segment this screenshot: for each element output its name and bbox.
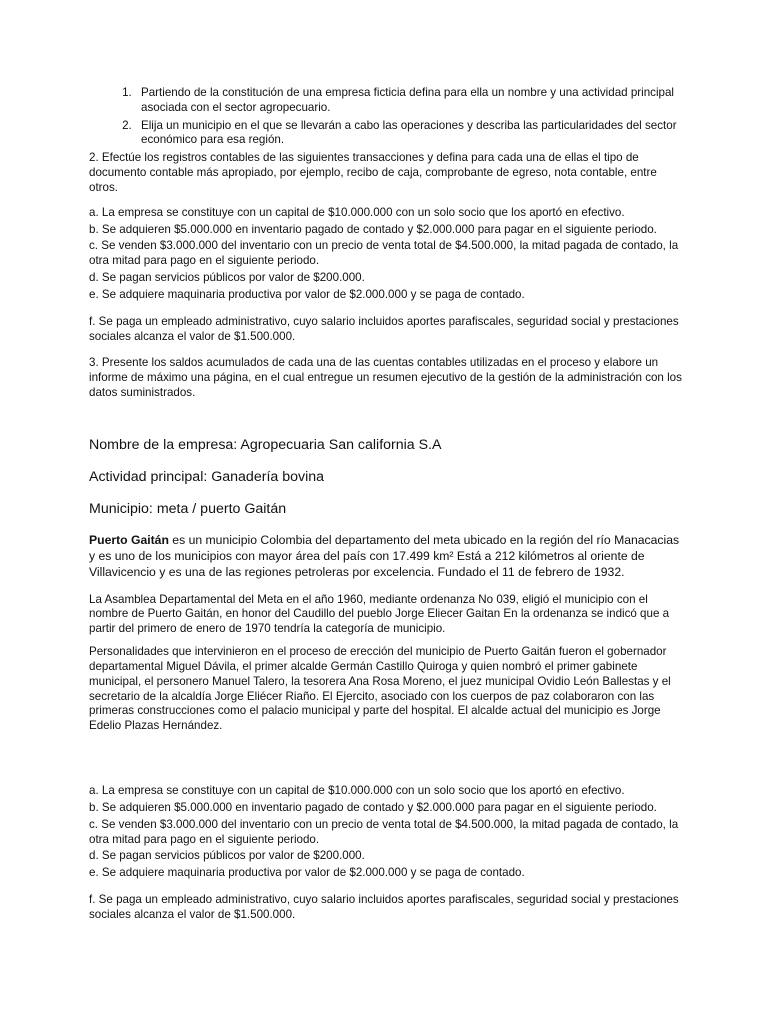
transactions-block-2 <box>89 784 684 923</box>
link-departamento-meta[interactable]: departamento del meta <box>334 533 461 547</box>
transaction-e: e. Se adquiere maquinaria productiva por valor de $2.000.000 y se paga de contado. <box>89 287 525 301</box>
gaitan-name: Puerto Gaitán <box>89 533 169 547</box>
transaction-b: b. Se adquieren $5.000.000 en inventario pagado de contado y $2.000.000 para pagar en el siguiente periodo. <box>89 222 657 236</box>
company-municipality: Municipio: meta / puerto Gaitán <box>89 500 287 517</box>
link-1932[interactable]: 1932 <box>593 565 622 580</box>
instruction-2: 2. Efectúe los registros contables de las siguientes transacciones y defina para cada una de ellas el tipo de documento contable más apropiado, por ejemplo, recibo de caja, comprobante de egreso, nota contable, entre otros. <box>89 151 657 194</box>
transactions-block-1 <box>89 206 684 345</box>
text-span: Está a 212 kilómetros al <box>453 549 591 564</box>
link-km2[interactable]: km² <box>433 549 454 564</box>
link-oriente[interactable]: oriente <box>590 549 628 564</box>
transaction-a: a. La empresa se constituye con un capital de $10.000.000 con un solo socio que los aportó en efectivo. <box>89 784 625 798</box>
intro-numbered-list <box>89 86 684 148</box>
company-activity: Actividad principal: Ganadería bovina <box>89 468 325 485</box>
text-span: de <box>627 549 645 564</box>
transaction-c: c. Se venden $3.000.000 del inventario con un precio de venta total de $4.500.000, la mitad pagada de contado, la otra mitad para pago en el siguiente periodo. <box>89 239 679 268</box>
gaitan-description <box>89 532 684 581</box>
asamblea-paragraph: La Asamblea Departamental del Meta en el año 1960, mediante ordenanza No 039, eligió el municipio con el nombre de Puerto Gaitán, en honor del Caudillo del pueblo Jorge Eliecer Gaitan En la ordenanza se indicó que a partir del primero de enero de 1970 tendría la categoría de municipio. <box>89 592 670 636</box>
transaction-d: d. Se pagan servicios públicos por valor de $200.000. <box>89 271 365 285</box>
link-pais[interactable]: país <box>343 549 367 564</box>
link-petroleras[interactable]: petroleras <box>294 565 349 580</box>
text-span: por excelencia. Fundado el 11 de febrero de <box>348 565 594 580</box>
instruction-3: 3. Presente los saldos acumulados de cada una de las cuentas contables utilizadas en el proceso y elabore un informe de máximo una página, en el cual entregue un resumen ejecutivo de la gestión de la administración con los datos suministrados. <box>89 356 682 400</box>
transaction-b: b. Se adquieren $5.000.000 en inventario pagado de contado y $2.000.000 para pagar en el siguiente periodo. <box>89 800 657 814</box>
link-villavicencio[interactable]: Villavicencio <box>89 565 156 580</box>
text-span: ubicado en la región del río Manacacias y es uno de los municipios con mayor área del <box>89 533 680 564</box>
transaction-d: d. Se pagan servicios públicos por valor de $200.000. <box>89 849 365 863</box>
list-item: 1. Partiendo de la constitución de una empresa ficticia defina para ella un nombre y una actividad principal asociada con el sector agropecuario. <box>135 86 684 116</box>
text-span: del <box>311 533 335 547</box>
list-item: 2. Elija un municipio en el que se llevarán a cabo las operaciones y describa las particularidades del sector económico para esa región. <box>135 119 684 149</box>
company-name: Nombre de la empresa: Agropecuaria San california S.A <box>89 436 442 453</box>
transaction-a: a. La empresa se constituye con un capital de $10.000.000 con un solo socio que los aportó en efectivo. <box>89 205 625 219</box>
text-span: y es una de las regiones <box>155 565 295 580</box>
transaction-f: f. Se paga un empleado administrativo, cuyo salario incluidos aportes parafiscales, seguridad social y prestaciones sociales alcanza el valor de $1.500.000. <box>89 893 679 921</box>
text-span: es un municipio <box>168 533 261 547</box>
transaction-e: e. Se adquiere maquinaria productiva por valor de $2.000.000 y se paga de contado. <box>89 866 525 880</box>
text-span: con 17.499 <box>366 549 434 564</box>
document-page <box>89 86 684 923</box>
text-span: . <box>621 565 625 580</box>
personalidades-paragraph: Personalidades que intervinieron en el proceso de erección del municipio de Puerto Gaitán fueron el gobernador departamental Miguel Dávila, el primer alcalde Germán Castillo Quiroga y quien nombró el primer gabinete municipal, el personero Manuel Talero, la tesorera Ana Rosa Moreno, el juez municipal Ovidio León Ballestas y el secretario de la alcaldía Jorge Eliécer Riaño. El Ejercito, asociado con los cuerpos de paz colaboraron con las primeras construcciones como el palacio municipal y parte del hospital. El alcalde actual del municipio es Jorge Edelio Plazas Hernández. <box>89 645 671 733</box>
transaction-c: c. Se venden $3.000.000 del inventario con un precio de venta total de $4.500.000, la mitad pagada de contado, la otra mitad para pago en el siguiente periodo. <box>89 817 679 846</box>
transaction-f: f. Se paga un empleado administrativo, cuyo salario incluidos aportes parafiscales, seguridad social y prestaciones sociales alcanza el valor de $1.500.000. <box>89 314 679 343</box>
link-colombia[interactable]: Colombia <box>260 533 312 547</box>
